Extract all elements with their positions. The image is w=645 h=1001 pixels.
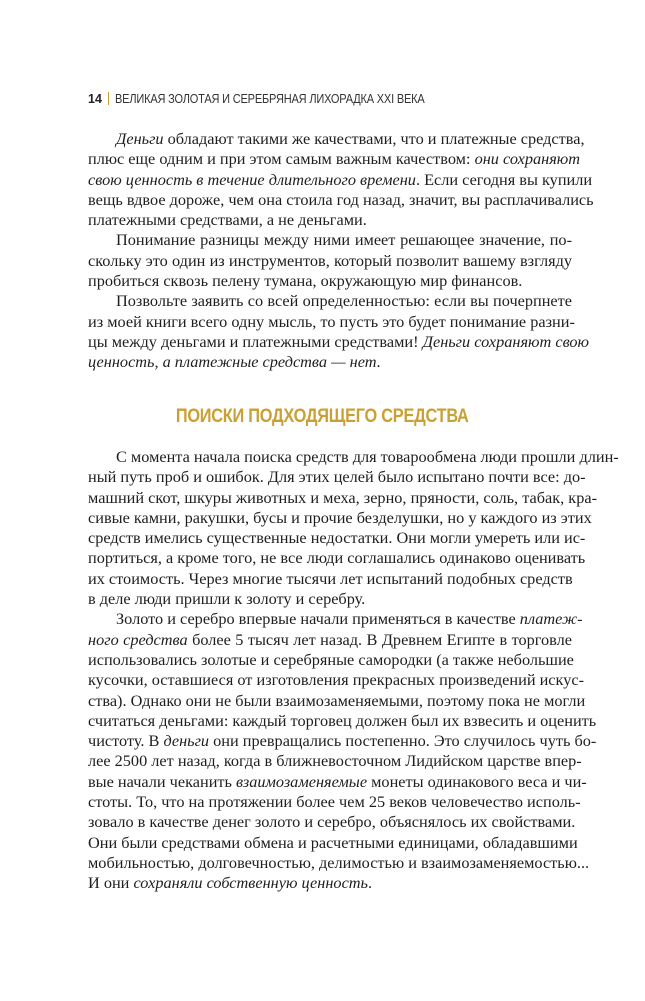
text-line (88, 507, 592, 528)
text-line (88, 271, 572, 291)
text-run: из моей книги всего одну мысль, то пусть это будет понимание разни- (88, 311, 575, 331)
text-line (88, 609, 583, 629)
text-line (88, 670, 585, 690)
text-line (88, 630, 572, 650)
text-run: платежными средствами, а не деньгами. (88, 210, 367, 230)
paragraph (88, 609, 597, 893)
italic-text: Деньги (116, 129, 164, 148)
text-run: Понимание разницы между ними имеет решающее значение, по- (116, 230, 572, 250)
text-run: средств имелись существенные недостатки. Они могли умереть или ис- (88, 528, 586, 548)
text-run: монеты одинакового веса и чи- (367, 771, 587, 791)
paragraph (88, 291, 590, 372)
text-line (88, 311, 575, 332)
text-run: кусочки, оставшиеся от изготовления прекрасных произведений искус- (88, 670, 585, 690)
paragraph (88, 129, 594, 230)
text-line (88, 467, 586, 487)
italic-text: они сохраняют (474, 149, 581, 169)
text-run: считаться деньгами: каждый торговец должен был их взвесить и оценить (88, 710, 597, 730)
text-run: использовались золотые и серебряные самородки (а также небольшие (88, 649, 574, 669)
text-run: машний скот, шкуры животных и меха, зерно, пряности, соль, табак, кра- (88, 487, 598, 507)
text-run: они превращались постепенно. Это случилось чуть бо- (209, 731, 597, 751)
italic-text: Деньги сохраняют свою (422, 331, 590, 351)
text-run: обладают такими же качествами, что и платежные средства, (163, 129, 585, 148)
running-title: ВЕЛИКАЯ ЗОЛОТАЯ И СЕРЕБРЯНАЯ ЛИХОРАДКА XXI ВЕКА (115, 92, 425, 106)
text-line (88, 731, 597, 751)
text-run: пробиться сквозь пелену тумана, окружающую мир финансов. (88, 271, 523, 291)
text-run: . (367, 873, 373, 893)
text-line (88, 189, 594, 210)
text-run: скольку это один из инструментов, который позволит вашему взгляду (88, 250, 572, 270)
section-heading (0, 406, 645, 428)
text-run: плюс еще одним и при этом самым важным качеством: (88, 149, 475, 169)
text-run: ный путь проб и ошибок. Для этих целей было испытано почти все: до- (88, 467, 586, 487)
text-line (88, 210, 572, 230)
section-body-text (88, 447, 619, 894)
text-run: вые начали чеканить (88, 771, 237, 791)
header-divider (108, 92, 110, 105)
text-run: . Если сегодня вы купили (415, 169, 593, 189)
text-run: стоты. То, что на протяжении более чем 25 веков человечество исполь- (88, 792, 581, 812)
text-line (88, 291, 572, 311)
text-line (88, 710, 597, 731)
text-run: в деле люди пришли к золоту и серебру. (88, 589, 366, 609)
text-line (88, 169, 593, 190)
text-line (88, 230, 572, 250)
italic-text: ценность, а платежные средства — нет (88, 352, 377, 372)
italic-text: ного средства (88, 629, 188, 649)
text-run: чистоту. В (88, 731, 164, 751)
text-line (88, 569, 572, 589)
text-line (88, 771, 587, 792)
text-line (88, 852, 590, 873)
text-line (88, 251, 572, 271)
section-intro-text (88, 129, 594, 373)
text-line (88, 751, 582, 771)
italic-text: взаимозаменяемые (236, 771, 368, 791)
text-line (88, 690, 586, 711)
paragraph (88, 230, 572, 291)
text-run: Позвольте заявить со всей определенностью: если вы почерпнете (116, 291, 572, 311)
text-run: И они (88, 873, 134, 893)
page-number: 14 (88, 92, 102, 106)
text-line (88, 331, 590, 352)
running-header (88, 92, 467, 106)
text-line (88, 487, 598, 508)
text-run: С момента начала поиска средств для товарообмена люди прошли длин- (116, 447, 619, 466)
text-run: более 5 тысяч лет назад. В Древнем Египте в торговле (187, 629, 573, 649)
text-run: ства). Однако они не были взаимозаменяемыми, поэтому пока не могли (88, 690, 586, 710)
paragraph (88, 447, 619, 609)
italic-text: свою ценность в течение длительного времени (88, 169, 416, 189)
text-run: зовало в качестве денег золото и серебро, объяснялось их свойствами. (88, 812, 576, 832)
text-line (88, 149, 581, 169)
text-run: мобильностью, долговечностью, делимостью и взаимозаменяемостью... (88, 852, 590, 872)
text-line (88, 873, 572, 893)
text-run: цы между деньгами и платежными средствами! (88, 331, 423, 351)
text-run: Они были средствами обмена и расчетными единицами, обладавшими (88, 832, 578, 852)
text-line (88, 129, 585, 149)
italic-text: платеж- (519, 609, 583, 629)
text-run: сивые камни, ракушки, бусы и прочие безделушки, но у каждого из этих (88, 507, 592, 527)
text-run: . (376, 352, 381, 372)
text-line (88, 447, 619, 467)
text-run: Золото и серебро впервые начали применяться в качестве (116, 609, 520, 629)
text-run: лее 2500 лет назад, когда в ближневосточном Лидийском царстве впер- (88, 751, 582, 771)
text-run: вещь вдвое дороже, чем она стоила год назад, значит, вы расплачивались (88, 189, 594, 209)
text-line (88, 832, 578, 853)
text-line (88, 548, 586, 568)
text-line (88, 792, 581, 812)
text-run: их стоимость. Через многие тысячи лет испытаний подобных средств (88, 568, 573, 588)
text-line (88, 589, 572, 609)
text-line (88, 650, 572, 670)
text-run: портиться, а кроме того, не все люди соглашались одинаково оценивать (88, 548, 586, 568)
text-line (88, 528, 586, 548)
italic-text: деньги (163, 731, 210, 751)
italic-text: сохраняли собственную ценность (133, 873, 368, 893)
text-line (88, 352, 572, 372)
section-heading-text: ПОИСКИ ПОДХОДЯЩЕГО СРЕДСТВА (176, 406, 469, 427)
text-line (88, 812, 576, 832)
